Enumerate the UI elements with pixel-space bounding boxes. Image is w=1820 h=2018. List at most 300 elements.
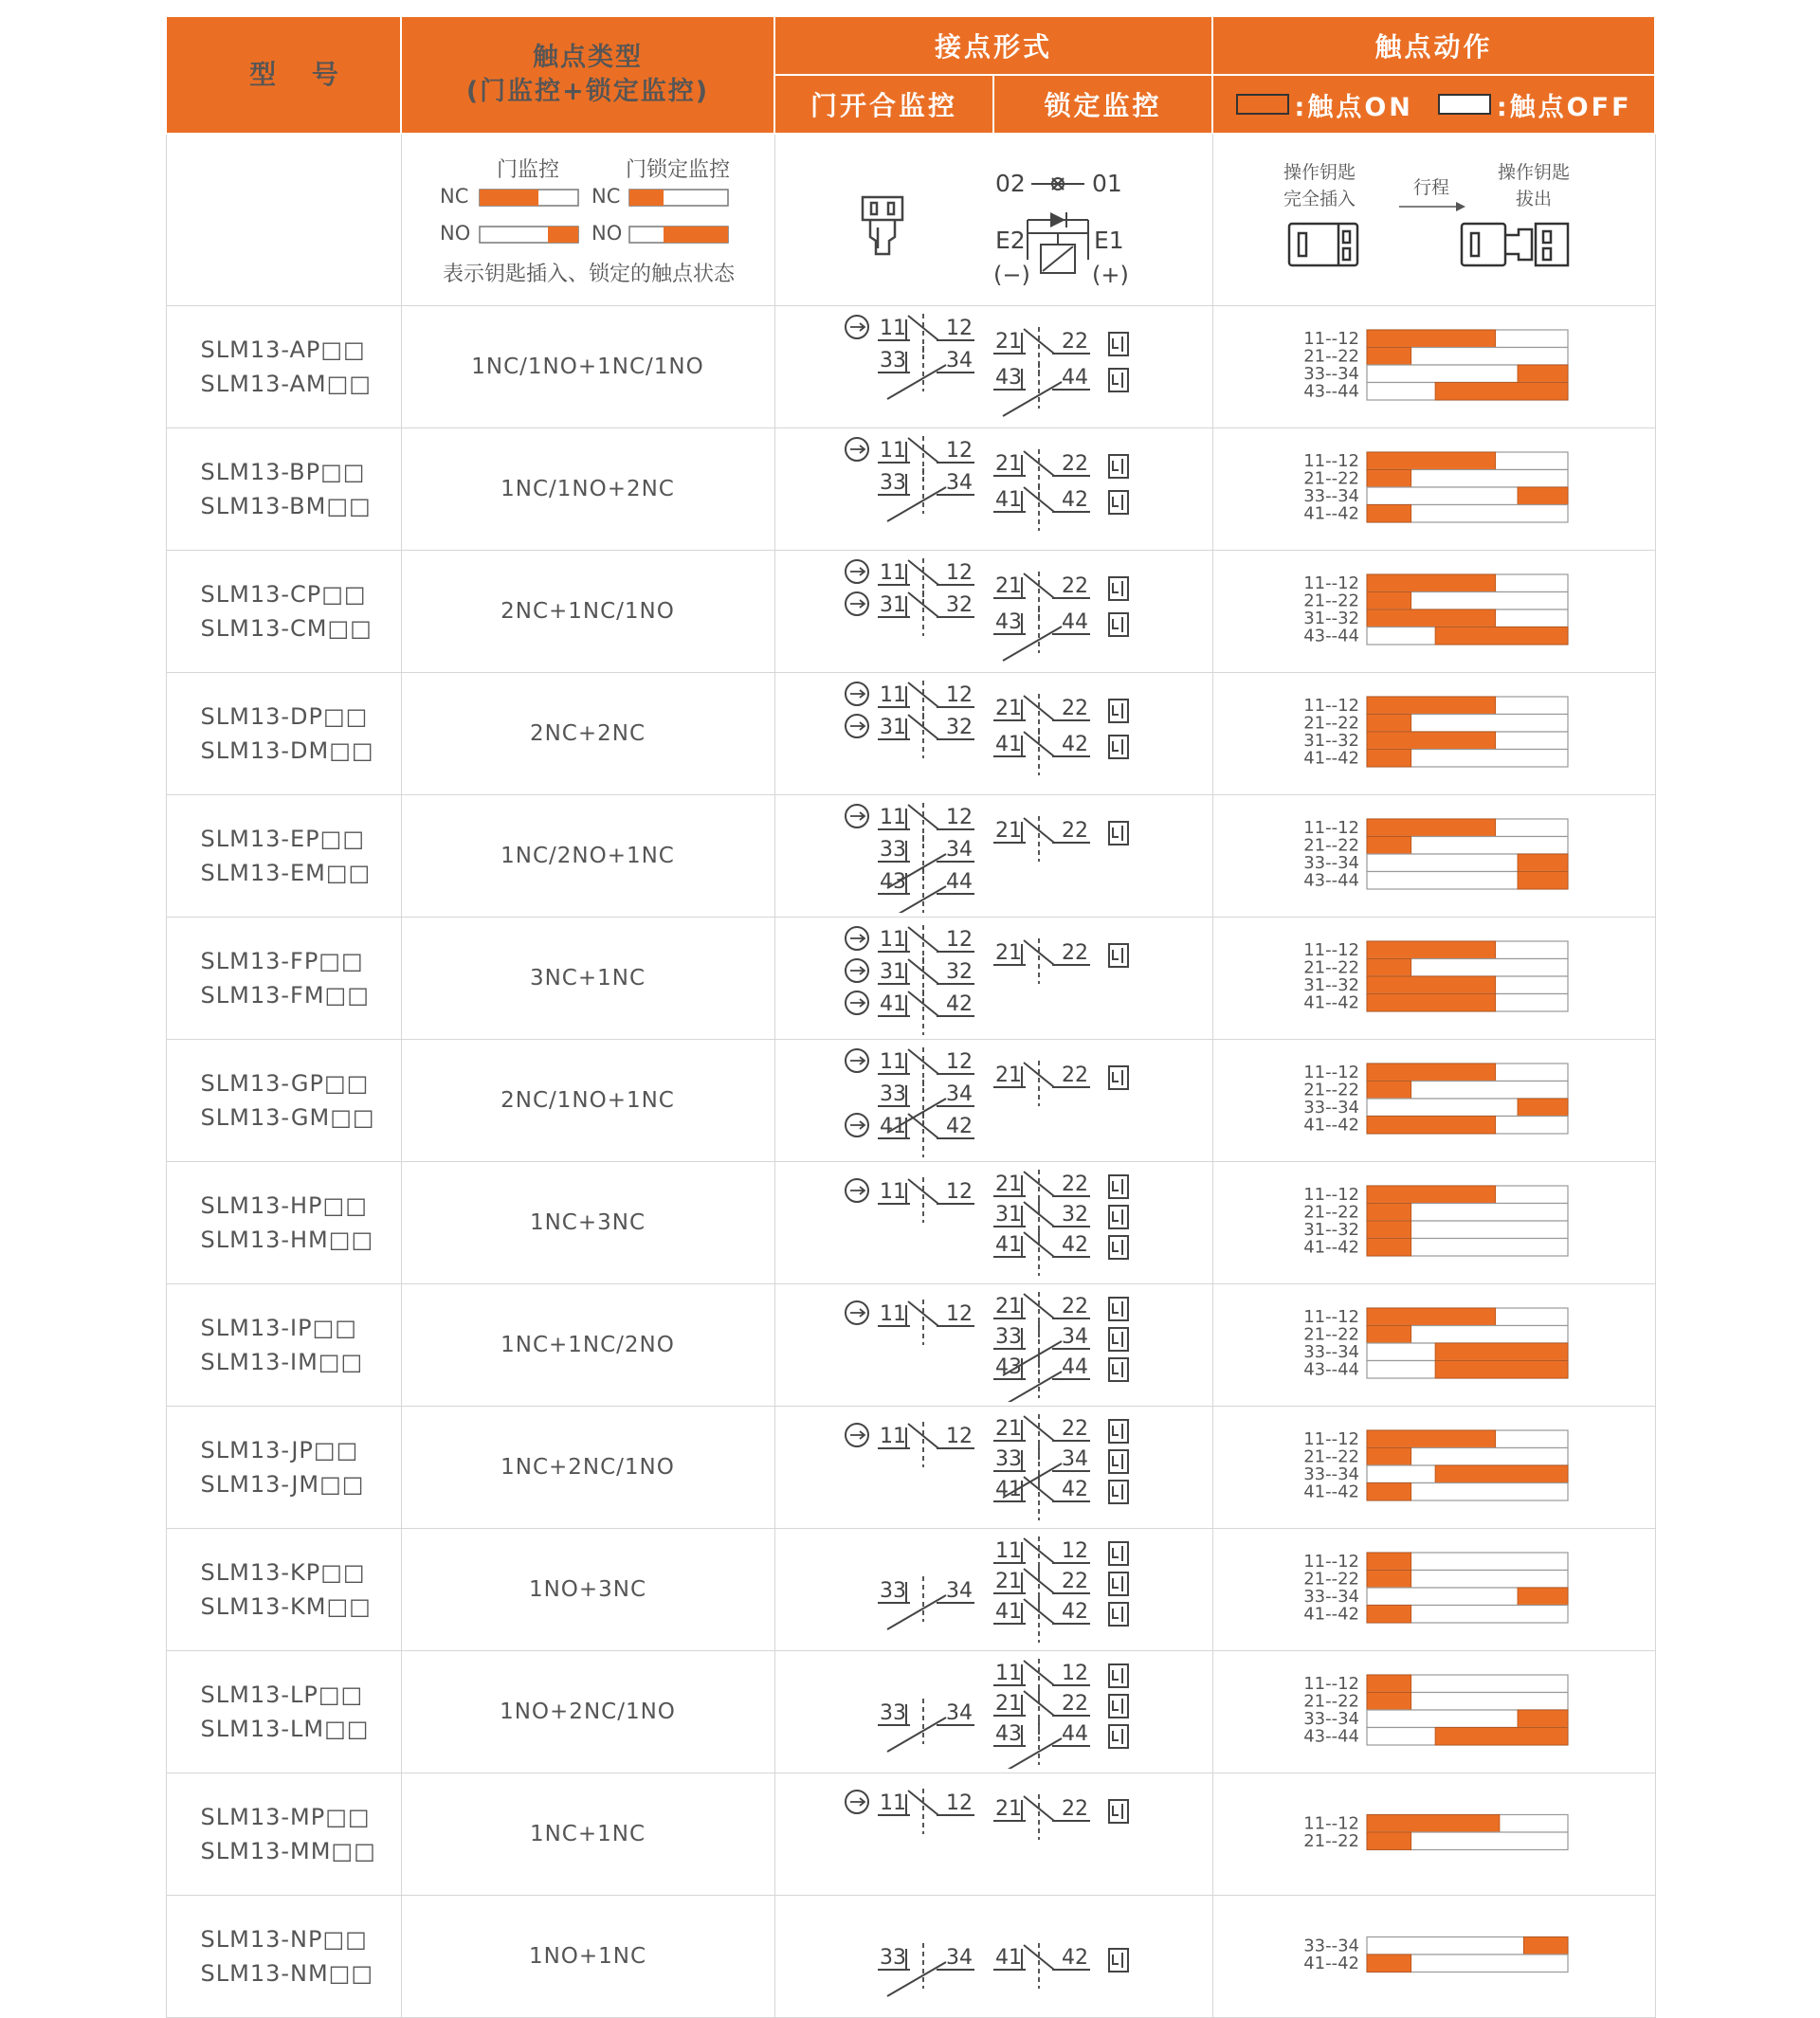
terminal-22: 22 (1061, 1417, 1088, 1441)
terminal-12: 12 (1061, 1539, 1088, 1563)
terminal-12: 12 (945, 317, 973, 340)
contact-diagram (775, 673, 1213, 791)
action-on-segment (1367, 1326, 1411, 1344)
terminal-21: 21 (994, 1295, 1022, 1318)
terminal-34: 34 (1061, 1325, 1088, 1349)
contact-type-cell: 1NO+1NC (401, 1896, 774, 2018)
action-on-segment (1367, 959, 1411, 977)
action-on-segment (1435, 383, 1568, 401)
legend-contact-form-cell (774, 134, 1212, 306)
terminal-41: 41 (879, 992, 906, 1016)
contact-action-cell (1212, 1896, 1655, 2018)
contact-action-cell (1212, 1407, 1655, 1529)
terminal-31: 31 (879, 716, 906, 739)
legend-on-label: :触点ON (1294, 92, 1413, 122)
action-label: 21--22 (1302, 1202, 1359, 1223)
table-row (166, 1896, 1655, 2018)
action-bar-chart (1213, 1284, 1656, 1402)
action-label: 11--12 (1302, 1185, 1359, 1205)
action-bar-chart (1213, 1651, 1656, 1769)
contact-action-cell (1212, 1162, 1655, 1284)
action-label: 21--22 (1302, 835, 1359, 856)
solenoid-e1: E1 (1093, 227, 1124, 254)
header-contact-type-line2: (门监控+锁定监控) (465, 77, 710, 106)
terminal-43: 43 (879, 870, 906, 894)
terminal-31: 31 (994, 1203, 1022, 1227)
terminal-21: 21 (994, 1797, 1022, 1821)
lock-terminal-icon (1109, 1664, 1128, 1687)
legend-door-nc-fill (480, 190, 538, 206)
lock-terminal-icon (1109, 1328, 1128, 1351)
terminal-44: 44 (945, 870, 973, 894)
terminal-12: 12 (945, 928, 973, 952)
action-label: 41--42 (1302, 1237, 1359, 1258)
lock-terminal-icon (1109, 822, 1128, 845)
action-label: 21--22 (1302, 713, 1359, 734)
terminal-31: 31 (879, 960, 906, 984)
action-bar-chart (1213, 551, 1656, 668)
table-row (166, 1040, 1655, 1162)
lock-terminal-icon (1109, 1206, 1128, 1228)
terminal-11: 11 (994, 1662, 1022, 1685)
terminal-43: 43 (994, 366, 1022, 390)
table-row (166, 918, 1655, 1040)
action-on-segment (1435, 627, 1568, 645)
action-on-segment (1367, 1448, 1411, 1466)
model-code: SLM13-NM□□ (200, 1960, 374, 1987)
terminal-21: 21 (994, 697, 1022, 720)
action-on-segment (1367, 1693, 1411, 1711)
contact-form-cell (774, 918, 1212, 1040)
terminal-11: 11 (879, 683, 906, 707)
terminal-12: 12 (945, 1302, 973, 1326)
table-row (166, 551, 1655, 673)
terminal-44: 44 (1061, 366, 1088, 390)
action-label: 33--34 (1302, 1587, 1359, 1607)
contact-form-cell (774, 306, 1212, 428)
terminal-21: 21 (994, 1173, 1022, 1196)
header-legend (1212, 75, 1655, 134)
model-code: SLM13-EP□□ (200, 826, 365, 852)
door-contact-33-34 (878, 1699, 974, 1752)
action-on-segment (1518, 872, 1568, 890)
terminal-21: 21 (994, 819, 1022, 843)
action-on-segment (1367, 1186, 1496, 1204)
contact-diagram (775, 1896, 1213, 2013)
lock-contact-41-42 (993, 1230, 1090, 1276)
lamp-icon (1031, 178, 1084, 190)
terminal-32: 32 (945, 960, 973, 984)
terminal-11: 11 (879, 317, 906, 340)
action-on-segment (1367, 1571, 1411, 1589)
model-cell (166, 1162, 401, 1284)
action-label: 41--42 (1302, 992, 1359, 1013)
action-label: 11--12 (1302, 329, 1359, 349)
action-on-segment (1367, 592, 1411, 610)
model-code: SLM13-HP□□ (200, 1192, 368, 1219)
table-row (166, 1407, 1655, 1529)
lock-contact-43-44 (993, 608, 1090, 661)
lock-terminal-icon (1109, 491, 1128, 514)
header-contact-form: 接点形式 (774, 16, 1212, 75)
legend-model-cell (166, 134, 401, 306)
lock-terminal-icon (1109, 700, 1128, 722)
model-code: SLM13-AM□□ (200, 371, 372, 397)
action-label: 33--34 (1302, 486, 1359, 506)
action-on-segment (1367, 1675, 1411, 1693)
action-label: 11--12 (1302, 1429, 1359, 1449)
terminal-21: 21 (994, 330, 1022, 354)
legend-on-swatch (1236, 94, 1289, 115)
model-code: SLM13-JM□□ (200, 1471, 365, 1498)
terminal-22: 22 (1061, 941, 1088, 965)
contact-action-cell (1212, 1529, 1655, 1651)
lock-terminal-icon (1109, 1542, 1128, 1565)
terminal-41: 41 (994, 1946, 1022, 1970)
model-cell (166, 1896, 401, 2018)
action-label: 11--12 (1302, 451, 1359, 471)
action-on-segment (1435, 1465, 1568, 1483)
terminal-33: 33 (879, 1701, 906, 1725)
terminal-21: 21 (994, 1692, 1022, 1716)
lock-terminal-icon (1109, 1358, 1128, 1381)
lock-contact-41-42 (993, 730, 1090, 775)
door-contact-33-34 (878, 468, 974, 521)
lock-terminal-icon (1109, 944, 1128, 967)
action-bar-chart (1213, 1407, 1656, 1524)
solenoid-plus: (+) (1091, 262, 1129, 288)
action-label: 11--12 (1302, 1063, 1359, 1082)
header-contact-type (401, 16, 774, 134)
contact-action-cell (1212, 428, 1655, 551)
lock-terminal-icon (1109, 1450, 1128, 1473)
legend-off-label: :触点OFF (1496, 92, 1632, 122)
terminal-44: 44 (1061, 1355, 1088, 1379)
terminal-34: 34 (945, 1946, 973, 1970)
model-code: SLM13-AP□□ (200, 336, 366, 363)
lock-terminal-icon (1109, 455, 1128, 478)
action-on-segment (1367, 732, 1496, 750)
terminal-34: 34 (1061, 1447, 1088, 1471)
table-row (166, 428, 1655, 551)
terminal-21: 21 (994, 574, 1022, 598)
terminal-22: 22 (1061, 1692, 1088, 1716)
terminal-12: 12 (945, 683, 973, 707)
contact-diagram (775, 1284, 1213, 1402)
action-on-segment (1367, 1117, 1496, 1135)
lock-terminal-icon (1109, 1298, 1128, 1320)
action-label: 41--42 (1302, 1604, 1359, 1625)
model-code: SLM13-FM□□ (200, 982, 370, 1009)
action-label: 11--12 (1302, 1552, 1359, 1572)
action-bar-chart (1213, 1896, 1656, 2013)
terminal-11: 11 (879, 561, 906, 585)
contact-form-cell (774, 795, 1212, 918)
door-contact-31-32 (846, 591, 974, 636)
action-on-segment (1367, 452, 1496, 470)
legend-no-label-1: NO (439, 222, 470, 245)
action-on-segment (1518, 854, 1568, 872)
terminal-42: 42 (1061, 1233, 1088, 1257)
contact-diagram (775, 1040, 1213, 1157)
contact-type-cell: 1NC+1NC (401, 1773, 774, 1896)
model-cell (166, 551, 401, 673)
terminal-34: 34 (945, 349, 973, 373)
door-contact-33-34 (878, 1576, 974, 1629)
door-contact-33-34 (878, 1943, 974, 1996)
action-bar-chart (1213, 306, 1656, 424)
lock-terminal-icon (1109, 1420, 1128, 1443)
table-row (166, 1651, 1655, 1773)
terminal-31: 31 (879, 593, 906, 617)
model-code: SLM13-JP□□ (200, 1437, 359, 1464)
terminal-33: 33 (879, 1946, 906, 1970)
action-label: 41--42 (1302, 503, 1359, 524)
action-label: 41--42 (1302, 1482, 1359, 1502)
action-label: 31--32 (1302, 1220, 1359, 1240)
action-on-segment (1367, 837, 1411, 855)
action-label: 41--42 (1302, 1954, 1359, 1973)
legend-nc-label-1: NC (439, 185, 468, 208)
model-code: SLM13-MM□□ (200, 1838, 376, 1864)
terminal-11: 11 (879, 1425, 906, 1448)
terminal-22: 22 (1061, 1064, 1088, 1087)
contact-spec-sheet (165, 15, 1654, 2018)
contact-action-cell (1212, 795, 1655, 918)
terminal-44: 44 (1061, 610, 1088, 634)
contact-action-cell (1212, 1773, 1655, 1896)
terminal-34: 34 (945, 1082, 973, 1106)
header-model: 型 号 (166, 16, 401, 134)
model-code: SLM13-LM□□ (200, 1716, 370, 1742)
action-label: 21--22 (1302, 1569, 1359, 1590)
model-code: SLM13-KM□□ (200, 1593, 372, 1620)
contact-diagram (775, 1162, 1213, 1280)
terminal-22: 22 (1061, 452, 1088, 476)
contact-type-cell: 2NC/1NO+1NC (401, 1040, 774, 1162)
model-code: SLM13-IP□□ (200, 1315, 357, 1341)
contact-type-cell: 1NC+2NC/1NO (401, 1407, 774, 1529)
contact-action-cell (1212, 1651, 1655, 1773)
contact-form-cell (774, 1162, 1212, 1284)
door-contact-11-12 (846, 1789, 974, 1834)
terminal-32: 32 (945, 593, 973, 617)
contact-spec-table (165, 15, 1656, 2018)
model-cell (166, 1284, 401, 1407)
contact-form-cell (774, 1407, 1212, 1529)
action-on-segment (1367, 1308, 1496, 1326)
action-on-segment (1367, 1483, 1411, 1501)
lock-terminal-icon (1109, 1800, 1128, 1823)
action-label: 21--22 (1302, 1446, 1359, 1467)
lock-contact-41-42 (993, 1597, 1090, 1643)
solenoid-minus: (−) (992, 262, 1030, 288)
action-on-segment (1367, 1815, 1500, 1833)
action-on-segment (1367, 1064, 1496, 1082)
contact-type-cell: 1NC+3NC (401, 1162, 774, 1284)
terminal-42: 42 (1061, 1946, 1088, 1970)
terminal-22: 22 (1061, 1797, 1088, 1821)
action-on-segment (1367, 976, 1496, 994)
action-label: 11--12 (1302, 1307, 1359, 1327)
action-label: 31--32 (1302, 975, 1359, 995)
door-contact-33-34 (878, 346, 974, 399)
solenoid-e2: E2 (994, 227, 1026, 254)
terminal-41: 41 (879, 1115, 906, 1138)
contact-type-cell: 1NO+2NC/1NO (401, 1651, 774, 1773)
lock-terminal-icon (1109, 1949, 1128, 1972)
terminal-12: 12 (945, 1050, 973, 1074)
terminal-12: 12 (945, 439, 973, 463)
lock-terminal-icon (1109, 1175, 1128, 1198)
action-label: 43--44 (1302, 1359, 1359, 1380)
action-on-segment (1367, 1221, 1411, 1239)
action-removed-l1: 操作钥匙 (1497, 162, 1570, 183)
terminal-42: 42 (1061, 488, 1088, 512)
action-on-segment (1523, 1937, 1568, 1955)
model-code: SLM13-GM□□ (200, 1104, 375, 1131)
action-label: 43--44 (1302, 870, 1359, 891)
action-label: 21--22 (1302, 346, 1359, 367)
terminal-11: 11 (879, 439, 906, 463)
model-code: SLM13-NP□□ (200, 1926, 368, 1953)
action-on-segment (1367, 1239, 1411, 1257)
action-on-segment (1367, 1082, 1411, 1100)
lock-terminal-icon (1109, 1066, 1128, 1089)
action-label: 21--22 (1302, 591, 1359, 611)
legend-nc-label-2: NC (591, 185, 620, 208)
terminal-41: 41 (994, 1478, 1022, 1501)
model-cell (166, 1651, 401, 1773)
action-on-segment (1367, 1832, 1411, 1850)
action-on-segment (1435, 1343, 1568, 1361)
table-row (166, 673, 1655, 795)
terminal-21: 21 (994, 1570, 1022, 1593)
terminal-42: 42 (945, 992, 973, 1016)
action-bar-chart (1213, 428, 1656, 546)
terminal-21: 21 (994, 1417, 1022, 1441)
lock-terminal-icon (1109, 1603, 1128, 1626)
model-code: SLM13-CM□□ (200, 615, 373, 642)
action-label: 11--12 (1302, 573, 1359, 593)
table-row (166, 1529, 1655, 1651)
lock-terminal-icon (1109, 1725, 1128, 1748)
terminal-22: 22 (1061, 819, 1088, 843)
lock-contact-21-22 (993, 1061, 1090, 1106)
terminal-44: 44 (1061, 1722, 1088, 1746)
model-code: SLM13-KP□□ (200, 1559, 366, 1586)
action-on-segment (1518, 1588, 1568, 1606)
model-cell (166, 1773, 401, 1896)
terminal-42: 42 (945, 1115, 973, 1138)
model-cell (166, 1407, 401, 1529)
terminal-33: 33 (994, 1325, 1022, 1349)
model-code: SLM13-DP□□ (200, 703, 369, 730)
key-action-legend (1213, 135, 1656, 301)
action-on-segment (1367, 750, 1411, 768)
terminal-11: 11 (994, 1539, 1022, 1563)
model-code: SLM13-HM□□ (200, 1227, 374, 1253)
contact-type-cell: 1NO+3NC (401, 1529, 774, 1651)
action-on-segment (1367, 470, 1411, 488)
action-label: 21--22 (1302, 957, 1359, 978)
action-label: 21--22 (1302, 1831, 1359, 1851)
action-label: 33--34 (1302, 1464, 1359, 1484)
terminal-12: 12 (945, 1791, 973, 1815)
contact-action-cell (1212, 551, 1655, 673)
model-code: SLM13-CP□□ (200, 581, 367, 608)
terminal-34: 34 (945, 1701, 973, 1725)
door-contact-43-44 (878, 867, 974, 913)
terminal-11: 11 (879, 1180, 906, 1204)
lock-terminal-icon (1109, 577, 1128, 600)
action-on-segment (1367, 1430, 1496, 1448)
terminal-11: 11 (879, 1302, 906, 1326)
legend-lock-label: 门锁定监控 (625, 158, 730, 182)
model-code: SLM13-BM□□ (200, 493, 372, 519)
action-label: 33--34 (1302, 853, 1359, 873)
contact-type-cell: 1NC/1NO+2NC (401, 428, 774, 551)
terminal-11: 11 (879, 1050, 906, 1074)
action-on-segment (1367, 330, 1496, 348)
nc-no-legend (402, 135, 775, 301)
action-inserted-l1: 操作钥匙 (1283, 162, 1356, 183)
action-label: 21--22 (1302, 1691, 1359, 1712)
model-code: SLM13-FP□□ (200, 948, 364, 974)
lock-terminal-icon (1109, 613, 1128, 636)
action-label: 33--34 (1302, 1709, 1359, 1729)
lock-contact-21-22 (993, 1794, 1090, 1840)
contact-diagram (775, 1773, 1213, 1891)
terminal-41: 41 (994, 488, 1022, 512)
model-code: SLM13-MP□□ (200, 1804, 371, 1830)
action-label: 11--12 (1302, 818, 1359, 838)
header-contact-type-line1: 触点类型 (533, 43, 643, 72)
terminal-34: 34 (945, 838, 973, 862)
action-on-segment (1367, 819, 1496, 837)
contact-action-cell (1212, 673, 1655, 795)
terminal-12: 12 (945, 806, 973, 829)
model-cell (166, 795, 401, 918)
action-label: 41--42 (1302, 1115, 1359, 1136)
action-bar-chart (1213, 795, 1656, 913)
action-on-segment (1518, 487, 1568, 505)
action-bar-chart (1213, 918, 1656, 1035)
action-label: 43--44 (1302, 626, 1359, 646)
action-on-segment (1367, 348, 1411, 366)
contact-type-cell: 1NC+1NC/2NO (401, 1284, 774, 1407)
lock-terminal-icon (1109, 1236, 1128, 1259)
key-inserted-icon (1289, 224, 1357, 265)
contact-form-cell (774, 551, 1212, 673)
lock-terminal-icon (1109, 736, 1128, 758)
action-on-segment (1367, 1954, 1411, 1973)
terminal-41: 41 (994, 1233, 1022, 1257)
terminal-43: 43 (994, 1355, 1022, 1379)
terminal-41: 41 (994, 1600, 1022, 1624)
lock-terminal-icon (1109, 1695, 1128, 1718)
model-cell (166, 306, 401, 428)
model-code: SLM13-LP□□ (200, 1682, 364, 1708)
terminal-11: 11 (879, 806, 906, 829)
door-contact-41-42 (846, 990, 974, 1035)
contact-type-cell: 3NC+1NC (401, 918, 774, 1040)
contact-form-cell (774, 1896, 1212, 2018)
terminal-12: 12 (945, 1425, 973, 1448)
terminal-43: 43 (994, 610, 1022, 634)
contact-form-cell (774, 1284, 1212, 1407)
contact-form-cell (774, 1651, 1212, 1773)
